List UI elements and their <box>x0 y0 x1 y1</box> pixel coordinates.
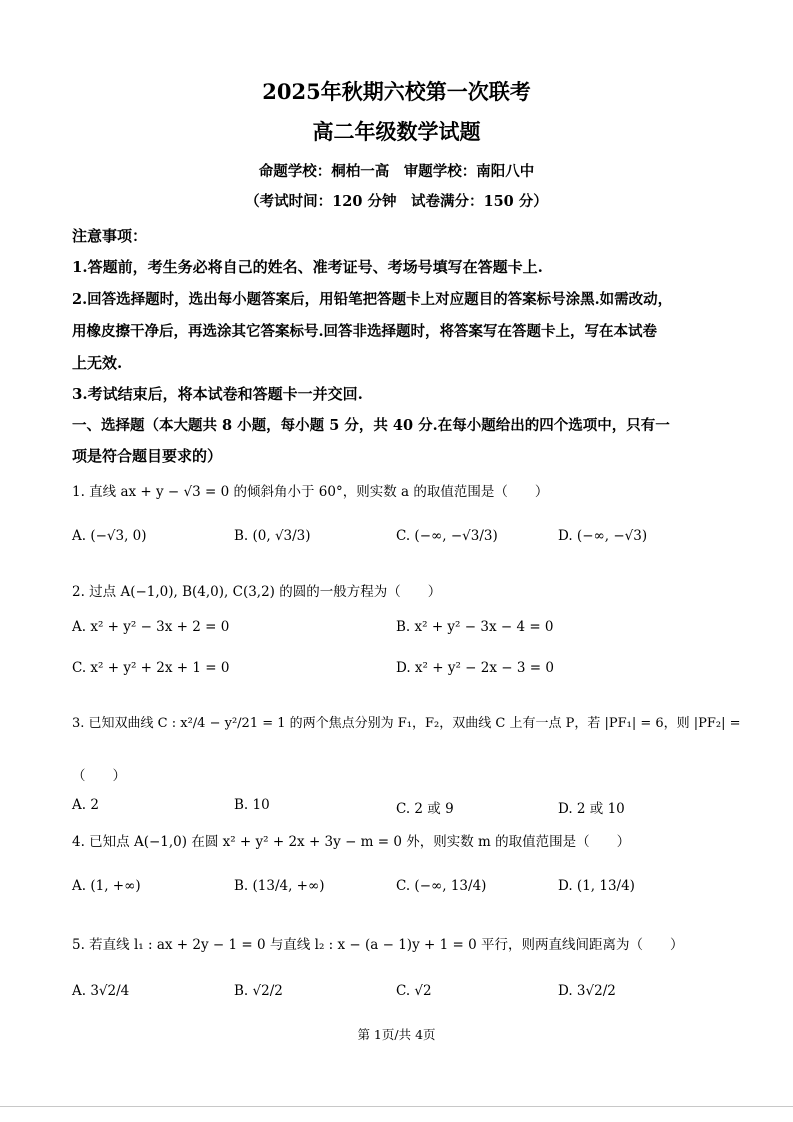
notice-item-2-line-1: 2.回答选择题时，选出每小题答案后，用铅笔把答题卡上对应题目的答案标号涂黑.如需改动， <box>72 291 673 308</box>
notice-item-1: 1.答题前，考生务必将自己的姓名、准考证号、考场号填写在答题卡上. <box>72 258 543 276</box>
page-divider <box>0 1106 793 1107</box>
question-1-option-c: C. (−∞, −√3/3) <box>396 528 498 544</box>
exam-subtitle: 高二年级数学试题 <box>312 119 481 144</box>
question-3-option-c: C. 2 或 9 <box>396 801 454 817</box>
school-info: 命题学校：桐柏一高 审题学校：南阳八中 <box>258 163 535 180</box>
question-1-option-d: D. (−∞, −√3) <box>558 528 648 544</box>
question-2-stem: 2. 过点 A(−1,0), B(4,0), C(3,2) 的圆的一般方程为（ ） <box>72 584 442 600</box>
question-3-option-a: A. 2 <box>72 797 99 813</box>
exam-title: 2025年秋期六校第一次联考 <box>262 79 531 104</box>
question-3-option-b: B. 10 <box>234 797 270 813</box>
question-4-option-b: B. (13/4, +∞) <box>234 878 325 894</box>
question-2-option-d: D. x² + y² − 2x − 3 = 0 <box>396 660 554 676</box>
exam-info: （考试时间：120 分钟 试卷满分：150 分） <box>245 193 548 210</box>
question-3-stem: 3. 已知双曲线 C : x²/4 − y²/21 = 1 的两个焦点分别为 F₁，F₂，双曲线 C 上有一点 P，若 |PF₁| = 6，则 |PF₂| = <box>72 716 741 731</box>
question-1-stem: 1. 直线 ax + y − √3 = 0 的倾斜角小于 60°，则实数 a 的取值范围是（ ） <box>72 484 549 500</box>
question-5-option-a: A. 3√2/4 <box>72 983 130 999</box>
notice-item-3: 3.考试结束后，将本试卷和答题卡一并交回. <box>72 385 363 403</box>
page-number: 第 1页/共 4页 <box>357 1027 436 1042</box>
question-2-option-a: A. x² + y² − 3x + 2 = 0 <box>72 619 230 635</box>
notice-heading: 注意事项： <box>72 227 148 245</box>
question-5-option-c: C. √2 <box>396 983 432 999</box>
question-5-stem: 5. 若直线 l₁ : ax + 2y − 1 = 0 与直线 l₂ : x − (a − 1)y + 1 = 0 平行，则两直线间距离为（ ） <box>72 937 684 953</box>
question-5-option-d: D. 3√2/2 <box>558 983 616 999</box>
question-2-option-c: C. x² + y² + 2x + 1 = 0 <box>72 660 230 676</box>
question-1-option-a: A. (−√3, 0) <box>72 528 147 544</box>
question-4-stem: 4. 已知点 A(−1,0) 在圆 x² + y² + 2x + 3y − m = 0 外，则实数 m 的取值范围是（ ） <box>72 834 631 850</box>
notice-item-2-line-2: 用橡皮擦干净后，再选涂其它答案标号.回答非选择题时，将答案写在答题卡上，写在本试卷 <box>72 323 658 340</box>
question-4-option-d: D. (1, 13/4) <box>558 878 635 894</box>
question-4-option-c: C. (−∞, 13/4) <box>396 878 487 894</box>
question-1-option-b: B. (0, √3/3) <box>234 528 311 544</box>
section-heading-line-2: 项是符合题目要求的） <box>72 447 223 465</box>
question-5-option-b: B. √2/2 <box>234 983 283 999</box>
section-heading-line-1: 一、选择题（本大题共 8 小题，每小题 5 分，共 40 分.在每小题给出的四个选项中，只有一 <box>72 417 670 434</box>
question-4-option-a: A. (1, +∞) <box>72 878 141 894</box>
question-3-option-d: D. 2 或 10 <box>558 801 625 817</box>
notice-item-2-line-3: 上无效. <box>72 354 123 372</box>
question-2-option-b: B. x² + y² − 3x − 4 = 0 <box>396 619 554 635</box>
question-3-stem-continued: （ ） <box>72 768 126 784</box>
